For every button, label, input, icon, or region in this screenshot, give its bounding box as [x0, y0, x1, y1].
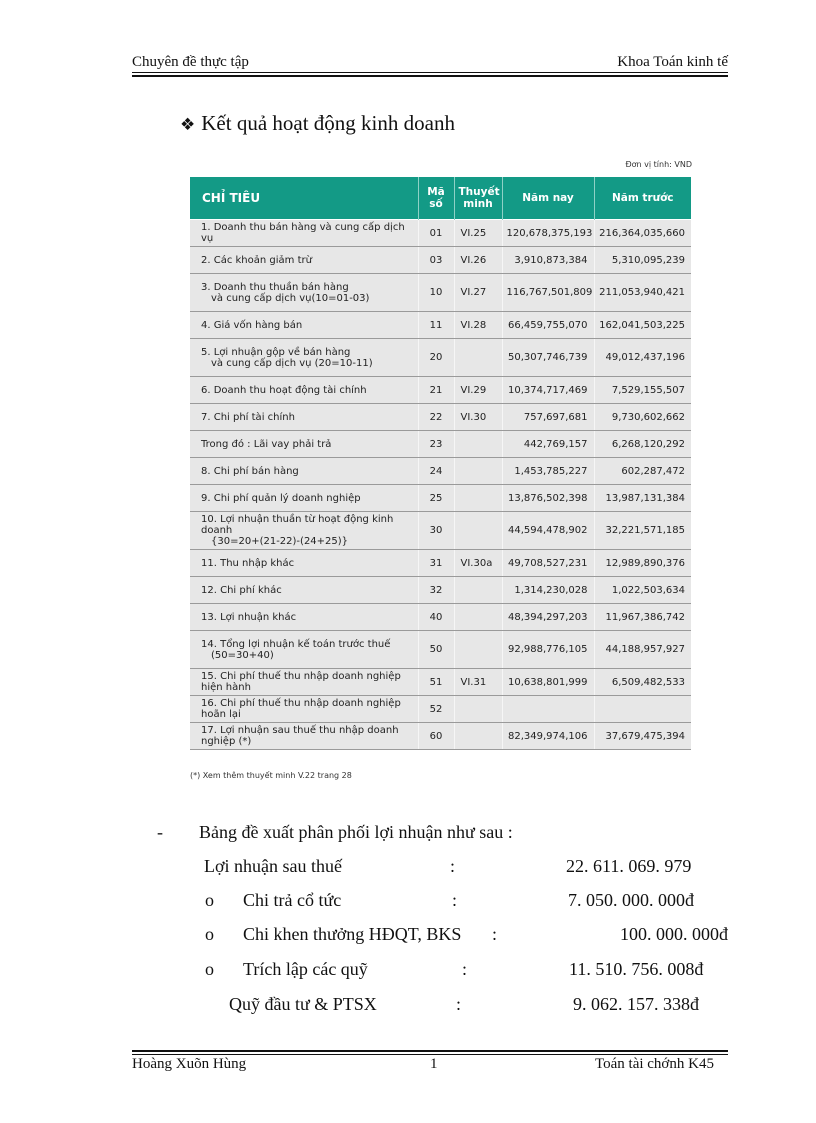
row-note-cell: [454, 485, 502, 512]
row-this-year-cell: 49,708,527,231: [502, 550, 594, 577]
row-last-year-cell: 211,053,940,421: [594, 274, 691, 312]
item-label-dividends: Chi trả cổ tức: [243, 890, 342, 910]
table-row: [190, 377, 691, 404]
item-value-board-bonus: 100. 000. 000đ: [620, 924, 728, 944]
row-item-cell: [190, 669, 418, 696]
header-rule: [132, 72, 728, 73]
page-header: [132, 52, 728, 72]
row-item-label-continued: và cung cấp dịch vụ (20=10-11): [211, 357, 373, 369]
row-this-year-cell: 442,769,157: [502, 431, 594, 458]
row-item-label: 7. Chi phí tài chính: [201, 411, 295, 423]
dash-marker: -: [157, 822, 163, 842]
row-code-cell: 01: [418, 220, 454, 247]
row-note-cell: [454, 339, 502, 377]
item-marker: o: [205, 890, 214, 910]
row-this-year-cell: 120,678,375,193: [502, 220, 594, 247]
col-header-note: Thuyết minh: [454, 177, 502, 220]
row-last-year-cell: 6,509,482,533: [594, 669, 691, 696]
row-code-cell: 11: [418, 312, 454, 339]
row-item-label: 16. Chi phí thuế thu nhập doanh nghiệp hoãn lại: [201, 698, 401, 720]
row-code-cell: 10: [418, 274, 454, 312]
item-marker: o: [205, 924, 214, 944]
row-last-year-cell: 7,529,155,507: [594, 377, 691, 404]
item-label-board-bonus: Chi khen thưởng HĐQT, BKS: [243, 924, 462, 944]
item-label-investment-fund: Quỹ đầu tư & PTSX: [229, 994, 377, 1014]
table-row: [190, 485, 691, 512]
row-this-year-cell: 757,697,681: [502, 404, 594, 431]
table-row: [190, 458, 691, 485]
row-note-cell: [454, 512, 502, 550]
row-item-cell: [190, 604, 418, 631]
row-item-cell: [190, 274, 418, 312]
table-row: [190, 723, 691, 750]
row-item-cell: [190, 631, 418, 669]
row-code-cell: 25: [418, 485, 454, 512]
row-last-year-cell: 32,221,571,185: [594, 512, 691, 550]
row-this-year-cell: 10,638,801,999: [502, 669, 594, 696]
table-row: [190, 604, 691, 631]
row-this-year-cell: 82,349,974,106: [502, 723, 594, 750]
row-item-label: 14. Tổng lợi nhuận kế toán trước thuế: [201, 638, 391, 650]
col-header-last-year: Năm trước: [594, 177, 691, 220]
row-code-cell: 24: [418, 458, 454, 485]
row-code-cell: 30: [418, 512, 454, 550]
page-number: 1: [430, 1056, 438, 1072]
row-item-label-continued: {30=20+(21-22)-(24+25)}: [211, 536, 349, 547]
table-row: [190, 550, 691, 577]
table-row: [190, 577, 691, 604]
table-row: [190, 312, 691, 339]
row-item-label: 13. Lợi nhuận khác: [201, 611, 297, 623]
row-code-cell: 60: [418, 723, 454, 750]
row-last-year-cell: 162,041,503,225: [594, 312, 691, 339]
income-statement-table: [190, 177, 691, 750]
row-code-cell: 32: [418, 577, 454, 604]
row-item-cell: [190, 458, 418, 485]
row-code-cell: 23: [418, 431, 454, 458]
table-row: [190, 404, 691, 431]
header-right-text: Khoa Toán kinh tế: [617, 54, 728, 70]
table-header-row: [190, 177, 691, 220]
row-this-year-cell: 3,910,873,384: [502, 247, 594, 274]
row-item-label: 8. Chi phí bán hàng: [201, 465, 299, 477]
table-row: [190, 669, 691, 696]
row-this-year-cell: 116,767,501,809: [502, 274, 594, 312]
item-colon: :: [462, 959, 468, 979]
item-colon: :: [492, 924, 498, 944]
table-row: [190, 220, 691, 247]
item-colon: :: [456, 994, 462, 1014]
row-last-year-cell: 5,310,095,239: [594, 247, 691, 274]
row-code-cell: 21: [418, 377, 454, 404]
footer-rule: [132, 1054, 728, 1055]
row-this-year-cell: 50,307,746,739: [502, 339, 594, 377]
table-footnote: (*) Xem thêm thuyết minh V.22 trang 28: [190, 771, 352, 780]
row-item-cell: [190, 339, 418, 377]
row-item-cell: [190, 377, 418, 404]
row-note-cell: VI.26: [454, 247, 502, 274]
row-item-label: 4. Giá vốn hàng bán: [201, 319, 303, 331]
footer-rule-thick: [132, 1050, 728, 1052]
row-item-label: Trong đó : Lãi vay phải trả: [201, 438, 332, 450]
table-row: [190, 431, 691, 458]
table-row: [190, 274, 691, 312]
row-code-cell: 52: [418, 696, 454, 723]
row-note-cell: [454, 431, 502, 458]
item-marker: o: [205, 959, 214, 979]
row-last-year-cell: 6,268,120,292: [594, 431, 691, 458]
row-item-cell: [190, 512, 418, 550]
col-header-this-year: Năm nay: [502, 177, 594, 220]
row-item-cell: [190, 577, 418, 604]
row-note-cell: VI.30a: [454, 550, 502, 577]
item-label-funds: Trích lập các quỹ: [243, 959, 368, 979]
row-code-cell: 22: [418, 404, 454, 431]
table-row: [190, 247, 691, 274]
row-item-cell: [190, 247, 418, 274]
row-code-cell: 03: [418, 247, 454, 274]
col-header-item: CHỈ TIÊU: [190, 177, 418, 220]
row-last-year-cell: 44,188,957,927: [594, 631, 691, 669]
row-note-cell: [454, 631, 502, 669]
row-note-cell: VI.25: [454, 220, 502, 247]
row-this-year-cell: [502, 696, 594, 723]
row-note-cell: VI.29: [454, 377, 502, 404]
row-item-cell: [190, 485, 418, 512]
row-item-label: 12. Chi phí khác: [201, 584, 282, 596]
section-title: [180, 111, 455, 136]
row-note-cell: [454, 604, 502, 631]
row-last-year-cell: 49,012,437,196: [594, 339, 691, 377]
row-item-cell: [190, 404, 418, 431]
row-item-cell: [190, 723, 418, 750]
row-code-cell: 31: [418, 550, 454, 577]
row-item-label: 5. Lợi nhuận gộp về bán hàng: [201, 346, 351, 358]
table-row: [190, 696, 691, 723]
header-left-text: Chuyên đề thực tập: [132, 54, 249, 70]
item-label-profit-after-tax: Lợi nhuận sau thuế: [204, 856, 342, 876]
footer-class: Toán tài chớnh K45: [595, 1056, 714, 1072]
row-this-year-cell: 48,394,297,203: [502, 604, 594, 631]
row-last-year-cell: 11,967,386,742: [594, 604, 691, 631]
row-note-cell: [454, 723, 502, 750]
row-last-year-cell: 13,987,131,384: [594, 485, 691, 512]
row-code-cell: 50: [418, 631, 454, 669]
row-note-cell: VI.27: [454, 274, 502, 312]
item-colon: :: [450, 856, 456, 876]
row-this-year-cell: 13,876,502,398: [502, 485, 594, 512]
row-last-year-cell: [594, 696, 691, 723]
row-this-year-cell: 66,459,755,070: [502, 312, 594, 339]
row-this-year-cell: 1,314,230,028: [502, 577, 594, 604]
table-row: [190, 339, 691, 377]
row-item-label: 11. Thu nhập khác: [201, 557, 295, 569]
row-item-label: 17. Lợi nhuận sau thuế thu nhập doanh nghiệp (*): [201, 725, 399, 747]
row-item-label: 15. Chi phí thuế thu nhập doanh nghiệp hiện hành: [201, 671, 401, 693]
row-item-cell: [190, 431, 418, 458]
row-last-year-cell: 9,730,602,662: [594, 404, 691, 431]
row-item-label-continued: (50=30+40): [211, 649, 274, 661]
row-item-label: 10. Lợi nhuận thuần từ hoạt động kinh doanh: [201, 514, 394, 536]
table-row: [190, 512, 691, 550]
row-note-cell: VI.31: [454, 669, 502, 696]
row-item-label: 6. Doanh thu hoạt động tài chính: [201, 384, 367, 396]
row-code-cell: 51: [418, 669, 454, 696]
row-item-label: 3. Doanh thu thuần bán hàng: [201, 281, 349, 293]
currency-unit-note: Đơn vị tính: VND: [625, 160, 692, 169]
table-row: [190, 631, 691, 669]
header-rule-thick: [132, 75, 728, 77]
item-value-profit-after-tax: 22. 611. 069. 979: [566, 856, 692, 876]
row-note-cell: [454, 577, 502, 604]
item-value-funds: 11. 510. 756. 008đ: [569, 959, 704, 979]
row-last-year-cell: 216,364,035,660: [594, 220, 691, 247]
col-header-code: Mã số: [418, 177, 454, 220]
row-this-year-cell: 44,594,478,902: [502, 512, 594, 550]
item-value-investment-fund: 9. 062. 157. 338đ: [573, 994, 699, 1014]
row-last-year-cell: 37,679,475,394: [594, 723, 691, 750]
row-last-year-cell: 1,022,503,634: [594, 577, 691, 604]
row-item-label-continued: và cung cấp dịch vụ(10=01-03): [211, 292, 370, 304]
row-note-cell: [454, 696, 502, 723]
diamond-bullet-icon: ❖: [180, 115, 196, 135]
footer-author: Hoàng Xuõn Hùng: [132, 1056, 247, 1072]
row-note-cell: VI.30: [454, 404, 502, 431]
row-item-label: 2. Các khoản giảm trừ: [201, 254, 312, 266]
row-item-cell: [190, 220, 418, 247]
row-this-year-cell: 10,374,717,469: [502, 377, 594, 404]
row-code-cell: 40: [418, 604, 454, 631]
row-item-cell: [190, 312, 418, 339]
row-this-year-cell: 92,988,776,105: [502, 631, 594, 669]
section-title-text: Kết quả hoạt động kinh doanh: [201, 111, 455, 135]
row-item-label: 1. Doanh thu bán hàng và cung cấp dịch vụ: [201, 222, 405, 244]
row-item-cell: [190, 550, 418, 577]
row-last-year-cell: 602,287,472: [594, 458, 691, 485]
proposal-intro: Bảng đề xuất phân phối lợi nhuận như sau :: [199, 822, 513, 842]
row-code-cell: 20: [418, 339, 454, 377]
item-colon: :: [452, 890, 458, 910]
row-note-cell: [454, 458, 502, 485]
item-value-dividends: 7. 050. 000. 000đ: [568, 890, 694, 910]
row-this-year-cell: 1,453,785,227: [502, 458, 594, 485]
row-item-label: 9. Chi phí quản lý doanh nghiệp: [201, 492, 361, 504]
row-item-cell: [190, 696, 418, 723]
row-last-year-cell: 12,989,890,376: [594, 550, 691, 577]
row-note-cell: VI.28: [454, 312, 502, 339]
